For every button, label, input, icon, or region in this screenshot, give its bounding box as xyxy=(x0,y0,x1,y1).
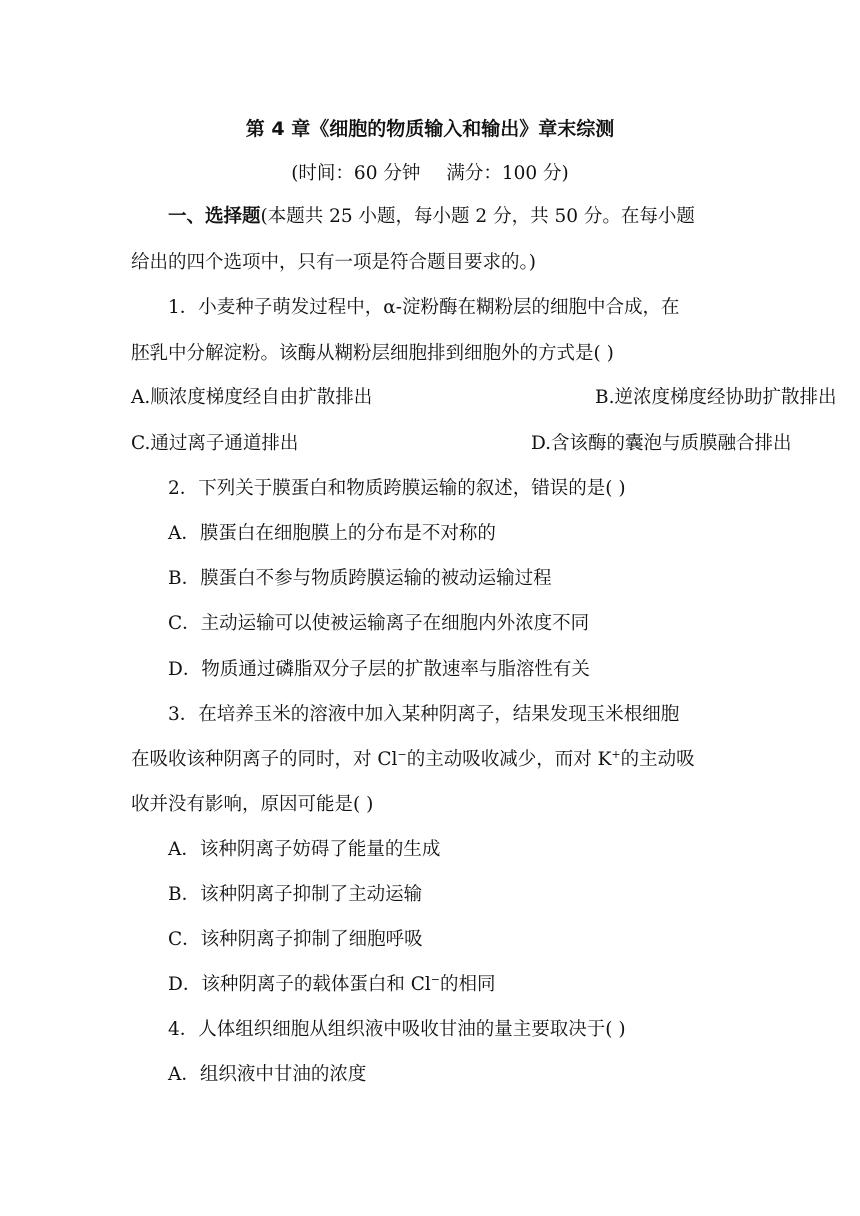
chloride-charge-d: − xyxy=(430,973,441,986)
question-3-stem: 3．在培养玉米的溶液中加入某种阴离子，结果发现玉米根细胞 xyxy=(168,704,680,725)
question-1-options-row1 xyxy=(131,385,837,411)
question-2-option-b[interactable]: B．膜蛋白不参与物质跨膜运输的被动运输过程 xyxy=(168,568,552,589)
question-1-stem-cont: 胚乳中分解淀粉。该酶从糊粉层细胞排到细胞外的方式是( ) xyxy=(131,343,614,364)
question-4-stem: 4．人体组织细胞从组织液中吸收甘油的量主要取决于( ) xyxy=(168,1019,626,1040)
question-3-stem-text-a: 在吸收该种阴离子的同时，对 Cl xyxy=(131,749,398,770)
section-header xyxy=(168,204,695,230)
time-limit: (时间：60 分钟 xyxy=(291,163,421,184)
question-3-stem-cont xyxy=(131,747,695,773)
section-instructions-cont: 给出的四个选项中，只有一项是符合题目要求的。) xyxy=(131,252,536,273)
question-2-option-c[interactable]: C．主动运输可以使被运输离子在细胞内外浓度不同 xyxy=(168,613,590,634)
section-instructions: (本题共 25 小题，每小题 2 分，共 50 分。在每小题 xyxy=(260,206,695,227)
section-heading: 一、选择题 xyxy=(168,206,261,227)
potassium-charge: + xyxy=(611,748,621,761)
question-3-stem-text-c: 的主动吸 xyxy=(620,749,695,770)
exam-meta xyxy=(0,159,860,185)
question-1-option-b[interactable]: B.逆浓度梯度经协助扩散排出 xyxy=(595,387,837,408)
question-3-option-d-text-a: D．该种阴离子的载体蛋白和 Cl xyxy=(168,974,431,995)
question-1-option-d[interactable]: D.含该酶的囊泡与质膜融合排出 xyxy=(531,433,792,454)
question-3-option-d-text-b: 的相同 xyxy=(440,974,496,995)
question-3-stem-text-b: 的主动吸收减少，而对 K xyxy=(406,749,612,770)
question-1-option-a[interactable]: A.顺浓度梯度经自由扩散排出 xyxy=(131,387,373,408)
question-2-stem: 2．下列关于膜蛋白和物质跨膜运输的叙述，错误的是( ) xyxy=(168,478,626,499)
question-1-option-c[interactable]: C.通过离子通道排出 xyxy=(131,433,299,454)
question-2-option-d[interactable]: D．物质通过磷脂双分子层的扩散速率与脂溶性有关 xyxy=(168,659,590,680)
question-2-option-a[interactable]: A．膜蛋白在细胞膜上的分布是不对称的 xyxy=(168,523,496,544)
question-3-option-d[interactable] xyxy=(168,972,496,998)
page-title: 第 4 章《细胞的物质输入和输出》章末综测 xyxy=(245,118,615,140)
question-3-option-b[interactable]: B．该种阴离子抑制了主动运输 xyxy=(168,884,423,905)
question-1-options-row2 xyxy=(131,431,792,457)
question-3-stem-end: 收并没有影响，原因可能是( ) xyxy=(131,794,374,815)
total-score: 满分：100 分) xyxy=(446,163,569,184)
question-1-stem: 1．小麦种子萌发过程中，α-淀粉酶在糊粉层的细胞中合成，在 xyxy=(168,297,680,318)
question-3-option-c[interactable]: C．该种阴离子抑制了细胞呼吸 xyxy=(168,929,423,950)
question-4-option-a[interactable]: A．组织液中甘油的浓度 xyxy=(168,1064,367,1085)
chloride-charge: − xyxy=(397,748,407,761)
question-3-option-a[interactable]: A．该种阴离子妨碍了能量的生成 xyxy=(168,839,441,860)
